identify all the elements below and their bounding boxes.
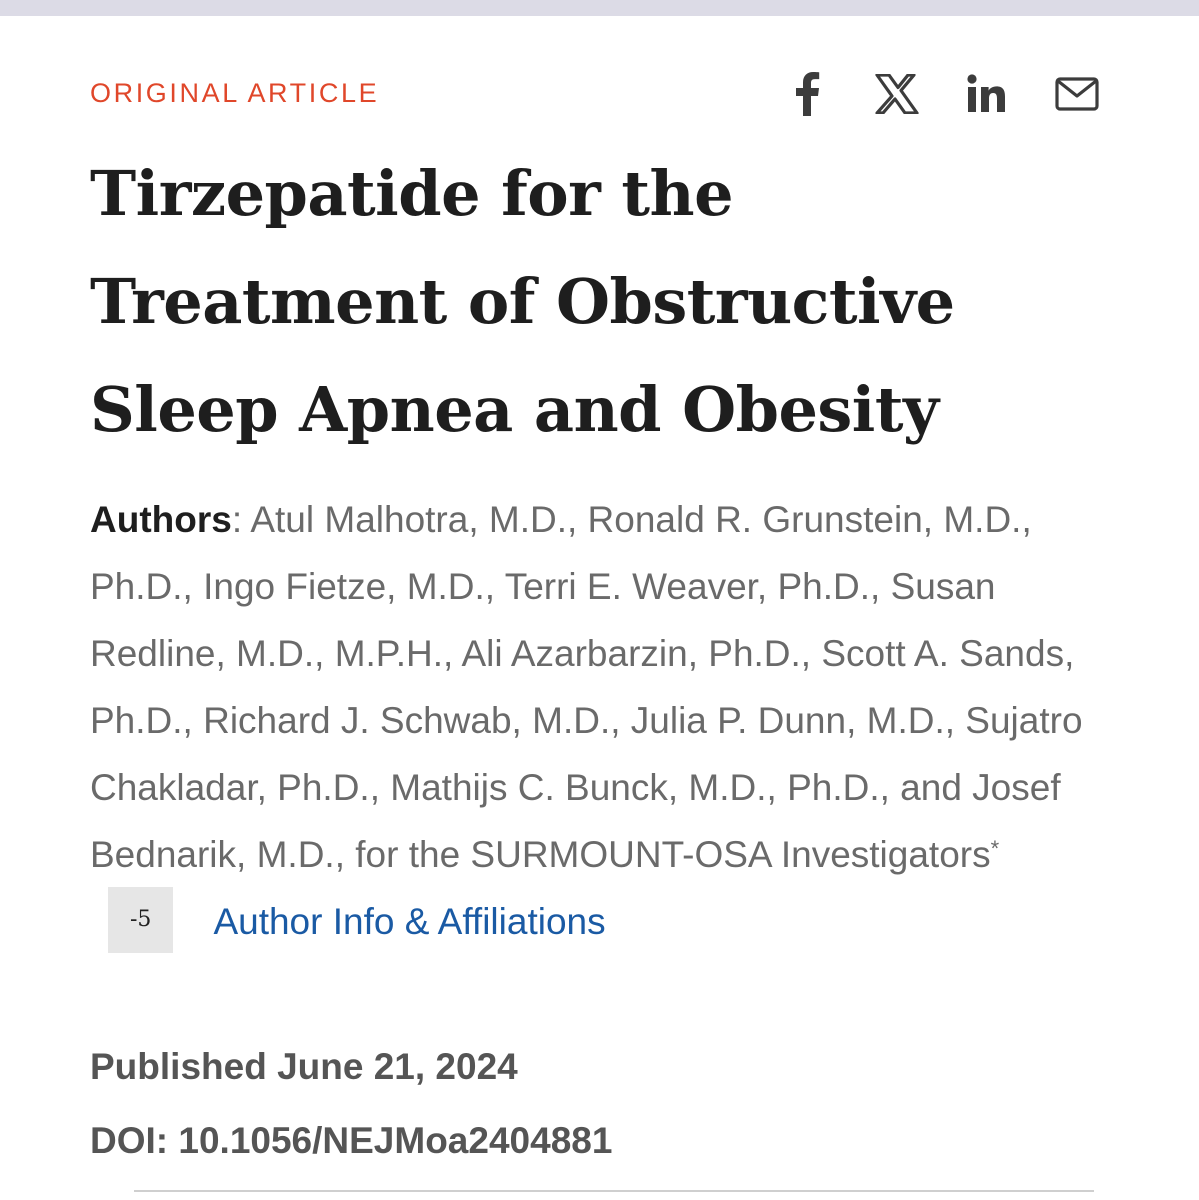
author-info-affiliations-link[interactable]: Author Info & Affiliations <box>213 901 606 942</box>
x-twitter-icon <box>875 74 919 114</box>
email-icon <box>1055 77 1099 111</box>
article-title <box>90 140 1130 464</box>
doi: DOI: 10.1056/NEJMoa2404881 <box>90 1120 613 1161</box>
linkedin-icon <box>967 74 1007 114</box>
divider <box>134 1190 1094 1192</box>
share-linkedin-button[interactable] <box>965 72 1009 116</box>
authors-list: : Atul Malhotra, M.D., Ronald R. Grunstein, M.D., Ph.D., Ingo Fietze, M.D., Terri E. Weaver, Ph.D., Susan Redline, M.D., M.P.H., Ali Azarbarzin, Ph.D., Scott A. Sands, Ph.D., Richard J. Schwab, M.D., Julia P. Dunn, M.D., Sujatro Chakladar, Ph.D., Mathijs C. Bunck, M.D., Ph.D., and Josef Bednarik, M.D., for the SURMOUNT-OSA Investigators <box>90 499 1083 875</box>
facebook-icon <box>793 72 821 116</box>
authors-block <box>90 486 1110 957</box>
share-x-button[interactable] <box>875 72 919 116</box>
top-strip <box>0 0 1199 16</box>
authors-label: Authors <box>90 499 232 540</box>
authors-collapse-button[interactable]: -5 <box>108 887 173 953</box>
footnote-marker: * <box>990 836 1000 861</box>
share-email-button[interactable] <box>1055 72 1099 116</box>
title-line-1: Tirzepatide for the <box>90 157 734 230</box>
share-facebook-button[interactable] <box>785 72 829 116</box>
title-line-2: Treatment of Obstructive <box>90 265 955 338</box>
title-line-3: Sleep Apnea and Obesity <box>90 373 939 446</box>
article-header <box>0 16 1199 1200</box>
article-type-label: ORIGINAL ARTICLE <box>90 78 380 108</box>
share-bar <box>785 72 1099 116</box>
published-date: Published June 21, 2024 <box>90 1046 518 1087</box>
